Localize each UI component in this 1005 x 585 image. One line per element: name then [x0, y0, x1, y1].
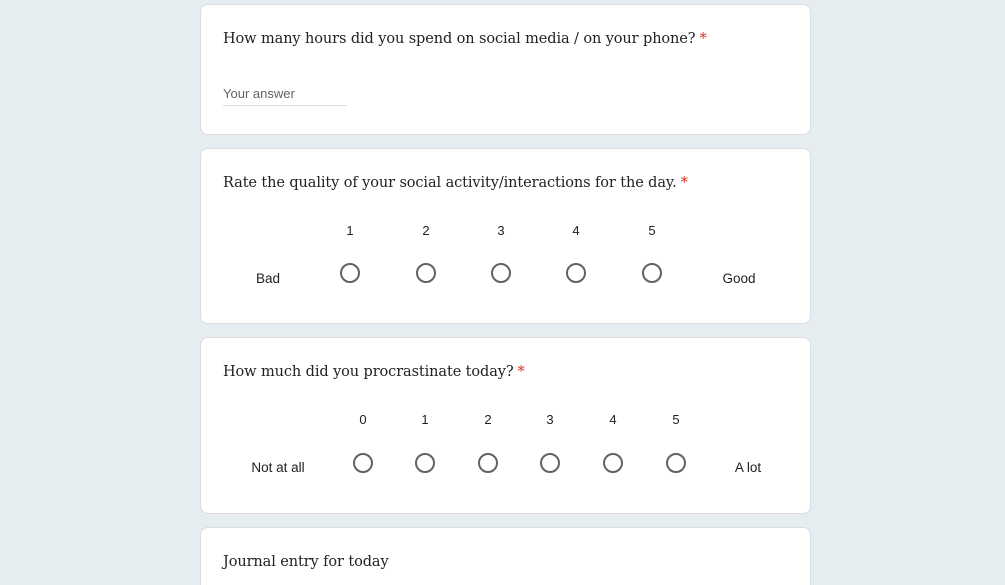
required-asterisk: *: [699, 31, 707, 47]
scale-radio-0[interactable]: [353, 453, 373, 473]
scale-number-1: 1: [346, 223, 354, 238]
scale-number-3: 3: [497, 223, 505, 238]
scale-low-label: Not at all: [251, 460, 305, 475]
scale-high-label: A lot: [734, 460, 762, 475]
scale-radio-4[interactable]: [603, 453, 623, 473]
scale-radio-1[interactable]: [415, 453, 435, 473]
required-asterisk: *: [517, 364, 525, 380]
scale-number-4: 4: [572, 223, 580, 238]
scale-low-label: Bad: [255, 271, 281, 286]
scale-number-1: 1: [421, 412, 429, 427]
question-card-journal-entry: [200, 527, 811, 585]
question-title: [223, 554, 389, 570]
scale-number-3: 3: [546, 412, 554, 427]
question-title: [223, 175, 688, 191]
question-card-social-media-hours: [200, 4, 811, 135]
scale-radio-5[interactable]: [666, 453, 686, 473]
short-answer-input[interactable]: [223, 81, 347, 106]
question-title: [223, 31, 707, 47]
scale-number-2: 2: [422, 223, 430, 238]
scale-number-0: 0: [359, 412, 367, 427]
question-card-procrastination: [200, 337, 811, 514]
scale-radio-3[interactable]: [491, 263, 511, 283]
scale-number-4: 4: [609, 412, 617, 427]
scale-high-label: Good: [722, 271, 756, 286]
scale-radio-1[interactable]: [340, 263, 360, 283]
scale-number-5: 5: [648, 223, 656, 238]
question-title: [223, 364, 525, 380]
question-text: How much did you procrastinate today?: [223, 364, 514, 380]
scale-number-5: 5: [672, 412, 680, 427]
scale-radio-2[interactable]: [478, 453, 498, 473]
question-text: How many hours did you spend on social media / on your phone?: [223, 31, 696, 47]
required-asterisk: *: [680, 175, 688, 191]
question-card-social-quality: [200, 148, 811, 324]
scale-radio-3[interactable]: [540, 453, 560, 473]
scale-radio-4[interactable]: [566, 263, 586, 283]
scale-number-2: 2: [484, 412, 492, 427]
scale-radio-5[interactable]: [642, 263, 662, 283]
scale-radio-2[interactable]: [416, 263, 436, 283]
question-text: Rate the quality of your social activity/interactions for the day.: [223, 175, 677, 191]
question-text: Journal entry for today: [223, 554, 389, 570]
